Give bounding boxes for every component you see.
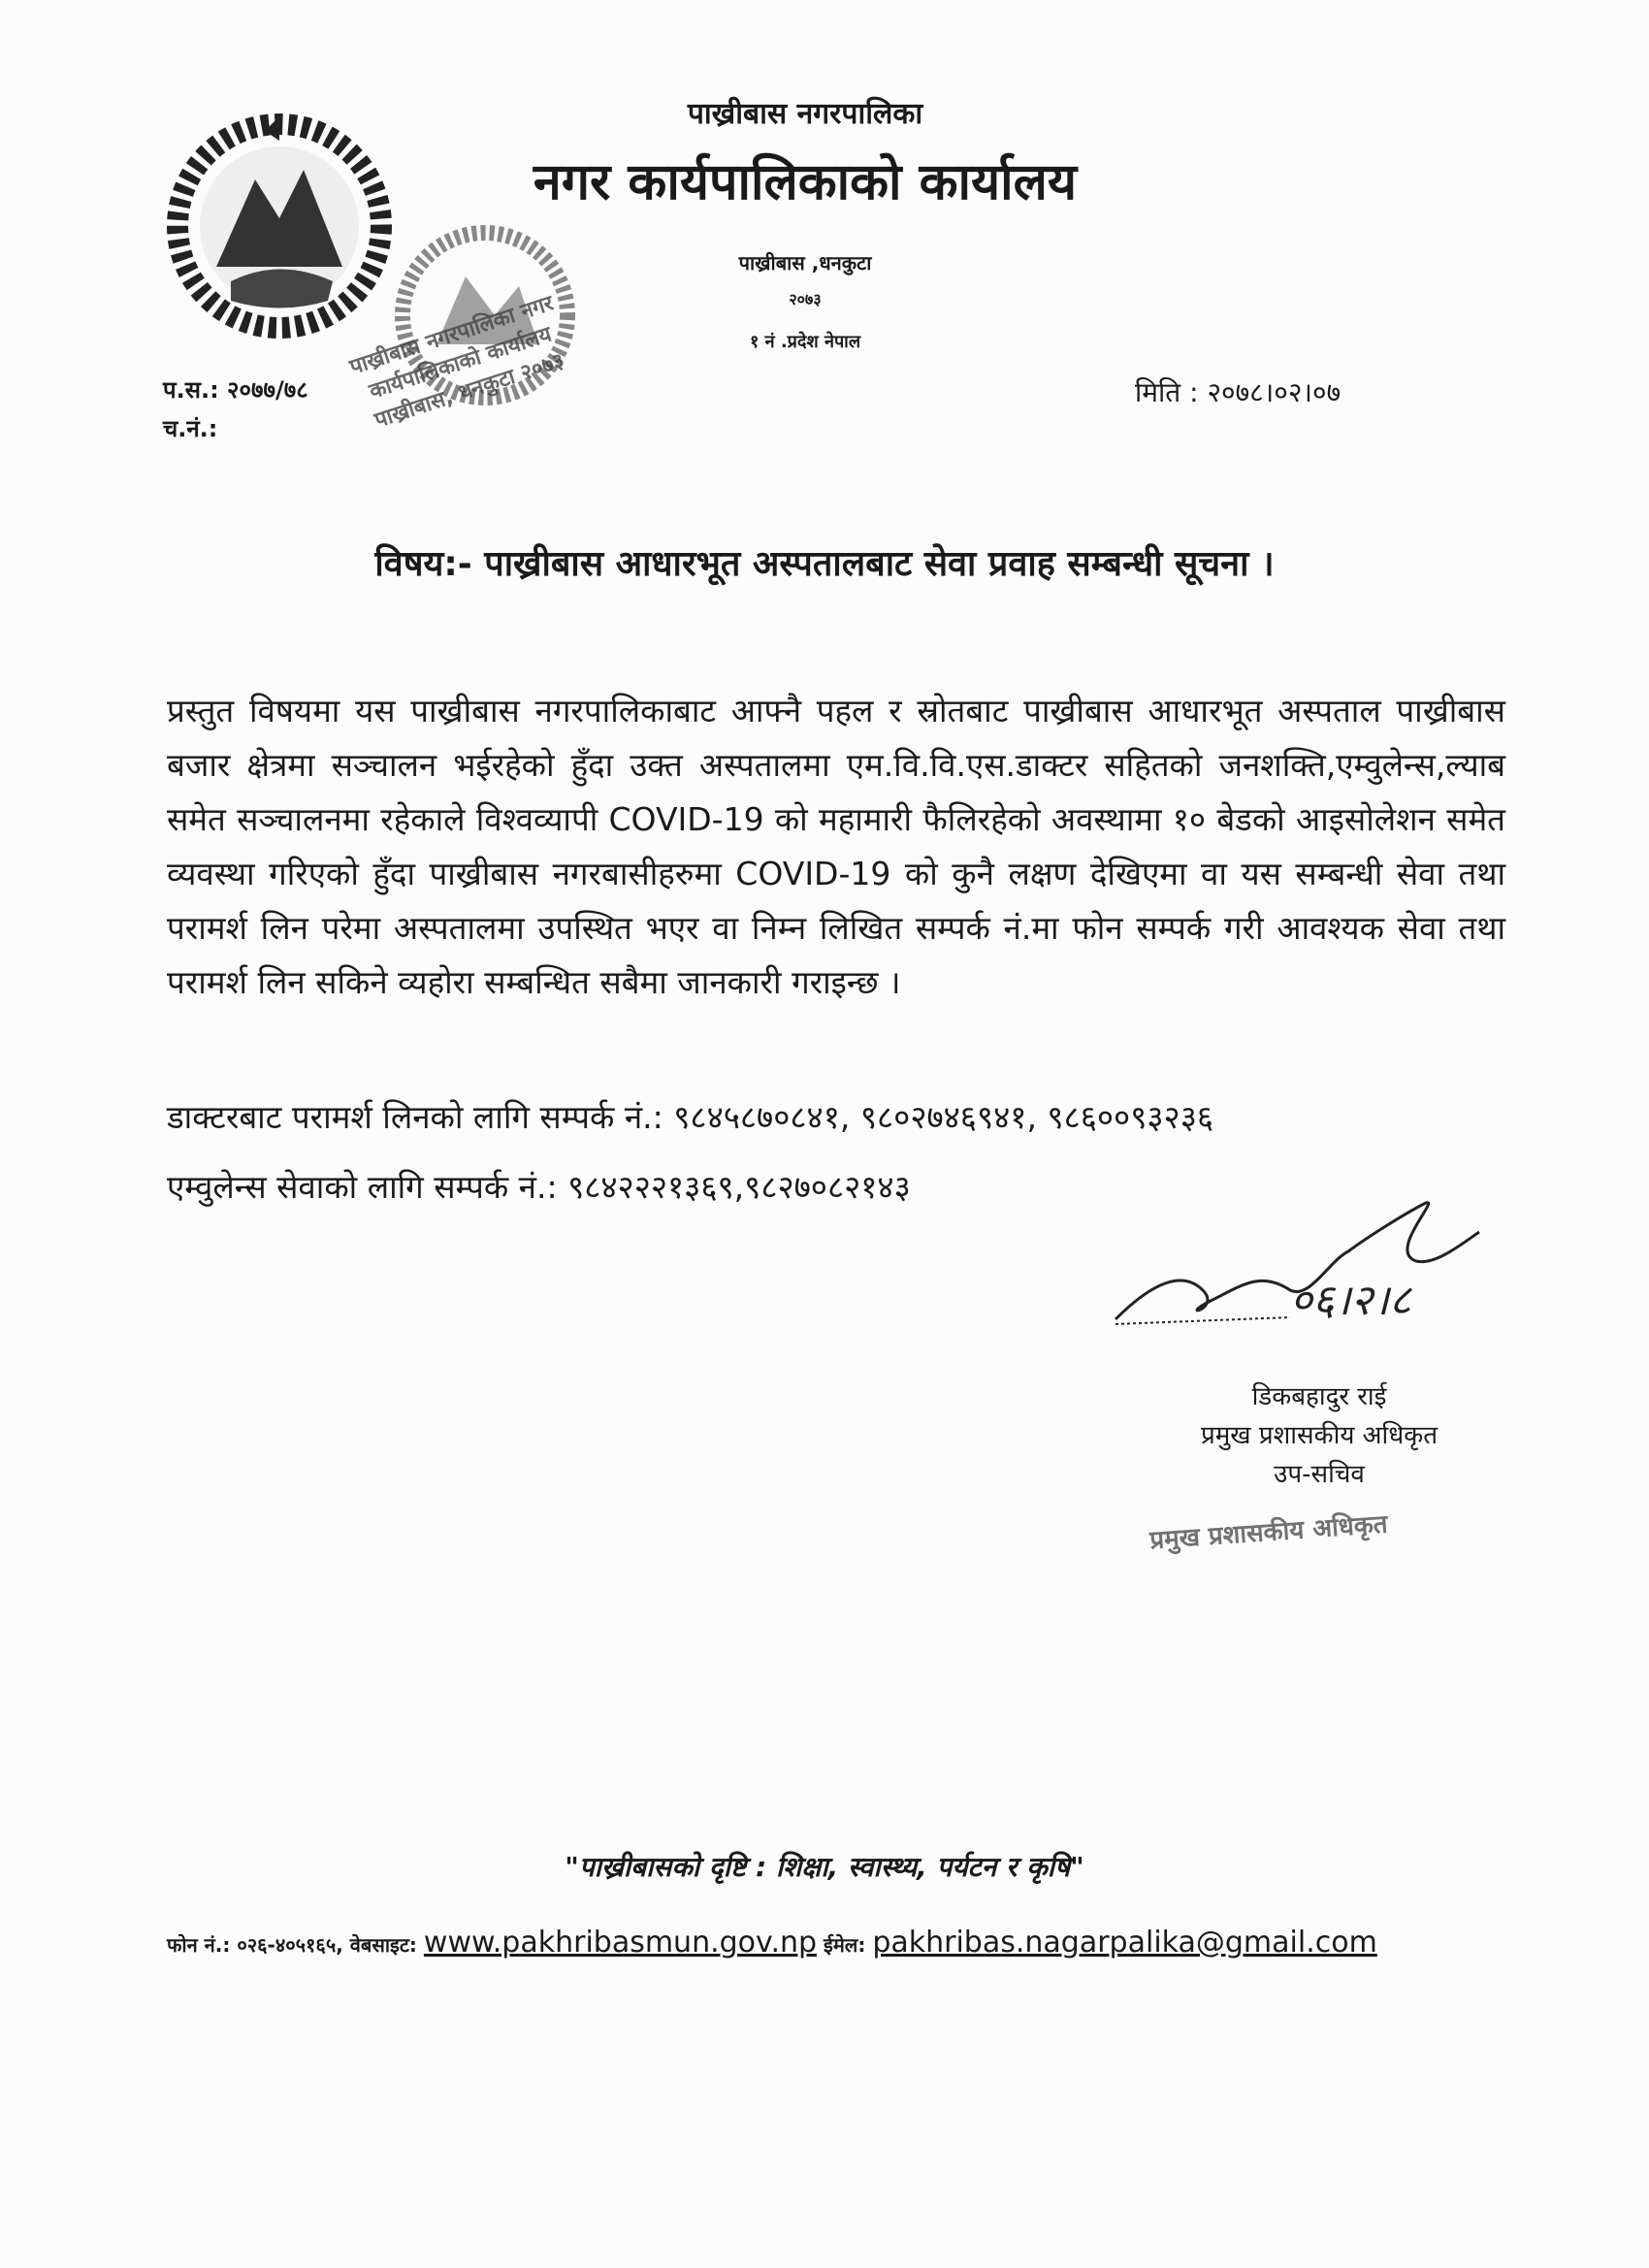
footer-contact [167, 1926, 1377, 1960]
website-link[interactable]: www.pakhribasmun.gov.np [423, 1926, 818, 1960]
signatory-rank: उप-सचिव [1274, 1460, 1365, 1489]
office-title: नगर कार्यपालिकाको कार्यालय [533, 153, 1078, 211]
designation-stamp: प्रमुख प्रशासकीय अधिकृत [1148, 1509, 1389, 1556]
address-line: पाख्रीबास ,धनकुटा [738, 251, 872, 275]
ambulance-contact: एम्वुलेन्स सेवाको लागि सम्पर्क नं.: ९८४२२२१३६९,९८२७०८२१४३ [167, 1168, 911, 1206]
letter-date: मिति : २०७८।०२।०७ [1135, 376, 1342, 408]
body-paragraph: प्रस्तुत विषयमा यस पाख्रीबास नगरपालिकाबाट आफ्नै पहल र स्रोतबाट पाख्रीबास आधारभूत अस्पताल पाख्रीबास बजार क्षेत्रमा सञ्चालन भईरहेको हुँदा उक्त अस्पतालमा एम.वि.वि.एस.डाक्टर सहितको जनशक्ति,एम्वुलेन्स,ल्याब समेत सञ्चालनमा रहेकाले विश्वव्यापी COVID-19 को महामारी फैलिरहेको अवस्थामा १० बेडको आइसोलेशन समेत व्यवस्था गरिएको हुँदा पाख्रीबास नगरबासीहरुमा COVID-19 को कुनै लक्षण देखिएमा वा यस सम्बन्धी सेवा तथा परामर्श लिन परेमा अस्पतालमा उपस्थित भएर वा निम्न लिखित सम्पर्क नं.मा फोन सम्पर्क गरी आवश्यक सेवा तथा परामर्श लिन सकिने व्यहोरा सम्बन्धित सबैमा जानकारी गराइन्छ । [167, 692, 1505, 1001]
province: १ नं .प्रदेश नेपाल [749, 332, 861, 352]
office-phone: फोन नं.: ०२६-४०५१६५, [167, 1933, 343, 1957]
signatory-title: प्रमुख प्रशासकीय अधिकृत [1200, 1421, 1439, 1450]
doctor-contact: डाक्टरबाट परामर्श लिनको लागि सम्पर्क नं.: ९८४५८७०८४१, ९८०२७४६९४१, ९८६००९३२३६ [167, 1098, 1214, 1136]
email-link[interactable]: pakhribas.nagarpalika@gmail.com [872, 1926, 1377, 1960]
established-year: २०७३ [789, 290, 822, 308]
signatory-name: डिकबहादुर राई [1251, 1382, 1387, 1411]
office-seal-text: पाख्रीबास नगरपालिका नगर कार्यपालिकाको कार्यालय पाख्रीबास, धनकुटा २०७३ [346, 291, 567, 434]
dispatch-number: च.नं.: [163, 415, 218, 442]
signature-date: ०६।२।८ [1290, 1276, 1411, 1325]
website-label: वेबसाइट: [349, 1933, 417, 1957]
motto: "पाख्रीबासको दृष्टि : शिक्षा, स्वास्थ्य, पर्यटन र कृषि" [565, 1851, 1084, 1883]
reference-number: प.स.: २०७७/७८ [163, 376, 308, 404]
handwritten-signature [1096, 1193, 1513, 1348]
email-label: ईमेल: [824, 1933, 866, 1957]
subject-line: विषय:- पाख्रीबास आधारभूत अस्पतालबाट सेवा प्रवाह सम्बन्धी सूचना । [374, 544, 1275, 584]
municipality-name: पाख्रीबास नगरपालिका [687, 97, 923, 131]
